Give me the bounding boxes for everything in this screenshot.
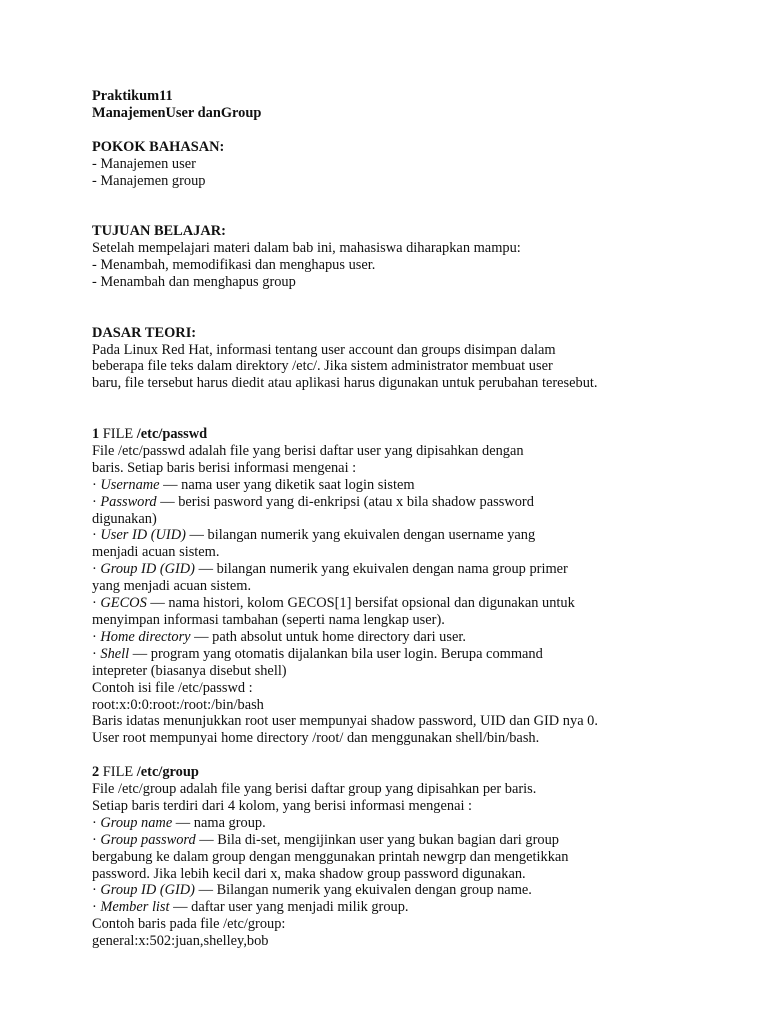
sec1-heading [92,426,728,443]
field-term: Member list [100,899,170,916]
field-desc-cont: intepreter (biasanya disebut shell) [92,662,287,679]
sec1-intro: baris. Setiap baris berisi informasi mengenai : [92,459,357,476]
group-field-item [92,899,728,916]
passwd-field-item [92,494,728,511]
sec1-intro: File /etc/passwd adalah file yang berisi daftar user yang dipisahkan dengan [92,442,524,459]
field-desc-cont: digunakan) [92,510,157,527]
sec2-path: /etc/group [136,764,199,781]
field-desc: — berisi pasword yang di-enkripsi (atau x bila shadow password [156,493,534,510]
field-desc: — daftar user yang menjadi milik group. [169,899,409,916]
field-term: Home directory [100,628,191,645]
sec2-example-value: general:x:502:juan,shelley,bob [92,933,269,950]
bullet: · [92,899,101,916]
field-desc: — bilangan numerik yang ekuivalen dengan nama group primer [194,561,568,578]
dasar-heading: DASAR TEORI: [92,324,197,341]
tujuan-intro: Setelah mempelajari materi dalam bab ini, mahasiswa diharapkan mampu: [92,240,521,257]
field-term: Group password [100,831,196,848]
field-term: Group ID (GID) [100,561,195,578]
bullet: · [92,645,101,662]
field-desc: — Bilangan numerik yang ekuivalen dengan group name. [194,882,532,899]
field-desc: — path absolut untuk home directory dari user. [190,628,466,645]
field-term: Username [100,476,160,493]
field-desc: — nama user yang diketik saat login sistem [159,476,415,493]
field-term: User ID (UID) [100,527,186,544]
sec2-intro: File /etc/group adalah file yang berisi daftar group yang dipisahkan per baris. [92,781,537,798]
sec1-path: /etc/passwd [136,426,208,443]
bullet: · [92,882,101,899]
field-term: GECOS [100,595,147,612]
field-desc: — bilangan numerik yang ekuivalen dengan username yang [185,527,536,544]
field-desc-cont: menyimpan informasi tambahan (seperti nama lengkap user). [92,611,445,628]
bullet: · [92,831,101,848]
bullet: · [92,561,101,578]
tujuan-heading: TUJUAN BELAJAR: [92,223,226,240]
sec2-example-label: Contoh baris pada file /etc/group: [92,916,286,933]
dasar-line: baru, file tersebut harus diedit atau aplikasi harus digunakan untuk perubahan teresebut. [92,375,598,392]
field-term: Shell [100,645,130,662]
field-desc: — nama histori, kolom GECOS[1] bersifat opsional dan digunakan untuk [146,595,575,612]
sec1-example-label: Contoh isi file /etc/passwd : [92,679,253,696]
passwd-field-item [92,629,728,646]
sec1-file-word: FILE [99,426,137,443]
pokok-heading: POKOK BAHASAN: [92,138,225,155]
field-desc-cont: bergabung ke dalam group dengan menggunakan printah newgrp dan mengetikkan [92,848,569,865]
field-term: Group name [100,814,173,831]
sec1-number: 1 [92,426,100,443]
bullet: · [92,527,101,544]
doc-subtitle: ManajemenUser danGroup [92,104,262,121]
bullet: · [92,595,101,612]
group-field-item [92,815,728,832]
field-term: Group ID (GID) [100,882,195,899]
passwd-field-item [92,561,728,578]
group-field-item [92,882,728,899]
tujuan-item: - Menambah dan menghapus group [92,273,296,290]
sec1-explanation: User root mempunyai home directory /root/ dan menggunakan shell/bin/bash. [92,730,540,747]
bullet: · [92,493,101,510]
sec2-file-word: FILE [99,764,137,781]
pokok-item: - Manajemen group [92,172,206,189]
passwd-field-item [92,527,728,544]
sec1-example-value: root:x:0:0:root:/root:/bin/bash [92,696,264,713]
tujuan-item: - Menambah, memodifikasi dan menghapus user. [92,257,376,274]
dasar-line: Pada Linux Red Hat, informasi tentang user account dan groups disimpan dalam [92,341,556,358]
group-field-item [92,832,728,849]
field-term: Password [100,493,157,510]
sec1-explanation: Baris idatas menunjukkan root user mempunyai shadow password, UID dan GID nya 0. [92,713,598,730]
sec2-intro: Setiap baris terdiri dari 4 kolom, yang berisi informasi mengenai : [92,797,473,814]
field-desc: — Bila di-set, mengijinkan user yang bukan bagian dari group [195,831,559,848]
field-desc: — nama group. [172,814,266,831]
sec2-number: 2 [92,764,100,781]
dasar-line: beberapa file teks dalam direktory /etc/. Jika sistem administrator membuat user [92,358,553,375]
sec2-heading [92,764,728,781]
pokok-item: - Manajemen user [92,155,196,172]
passwd-field-item [92,477,728,494]
bullet: · [92,476,101,493]
field-desc-cont: yang menjadi acuan sistem. [92,578,252,595]
passwd-field-item [92,595,728,612]
bullet: · [92,814,101,831]
passwd-field-item [92,646,728,663]
field-desc: — program yang otomatis dijalankan bila user login. Berupa command [129,645,543,662]
field-desc-cont: menjadi acuan sistem. [92,544,220,561]
doc-title: Praktikum11 [92,88,173,104]
field-desc-cont: password. Jika lebih kecil dari x, maka shadow group password digunakan. [92,865,526,882]
bullet: · [92,628,101,645]
